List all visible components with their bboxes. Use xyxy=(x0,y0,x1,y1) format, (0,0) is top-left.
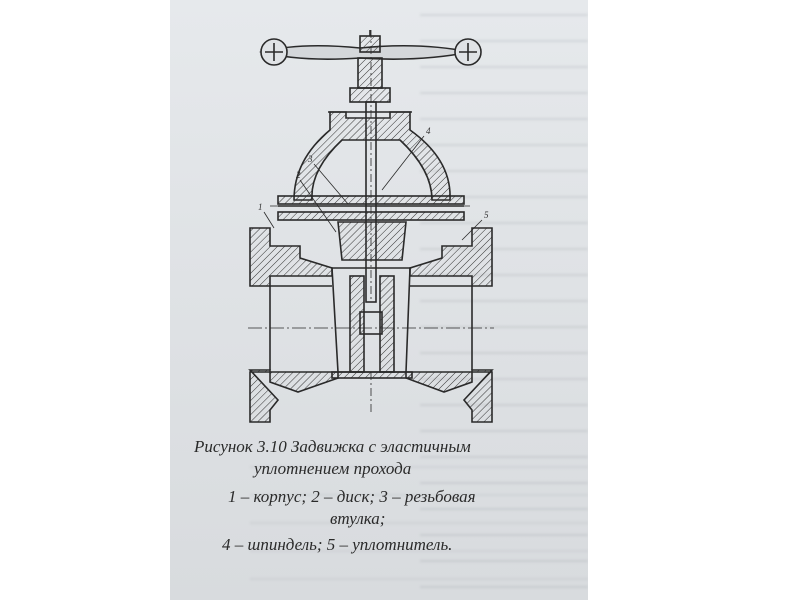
scanned-page xyxy=(170,0,588,600)
label-bushing-number: 3 xyxy=(308,154,313,164)
label-spindle-number: 4 xyxy=(426,126,431,136)
caption-title-line1: Рисунок 3.10 Задвижка с эластичным xyxy=(194,437,471,456)
spindle-assembly xyxy=(350,30,390,302)
caption-title-line2: уплотнением прохода xyxy=(254,459,412,478)
gate-valve-drawing xyxy=(170,0,588,430)
bonnet-flange xyxy=(270,196,470,220)
caption-legend-line2: 4 – шпиндель; 5 – уплотнитель. xyxy=(222,535,453,554)
label-body-number: 1 xyxy=(258,202,263,212)
label-seal-number: 5 xyxy=(484,210,489,220)
caption-legend-line1-cont: втулка; xyxy=(330,509,386,528)
caption-legend-line1: 1 – корпус; 2 – диск; 3 – резьбовая xyxy=(228,487,476,506)
label-disc-number: 2 xyxy=(296,170,301,180)
